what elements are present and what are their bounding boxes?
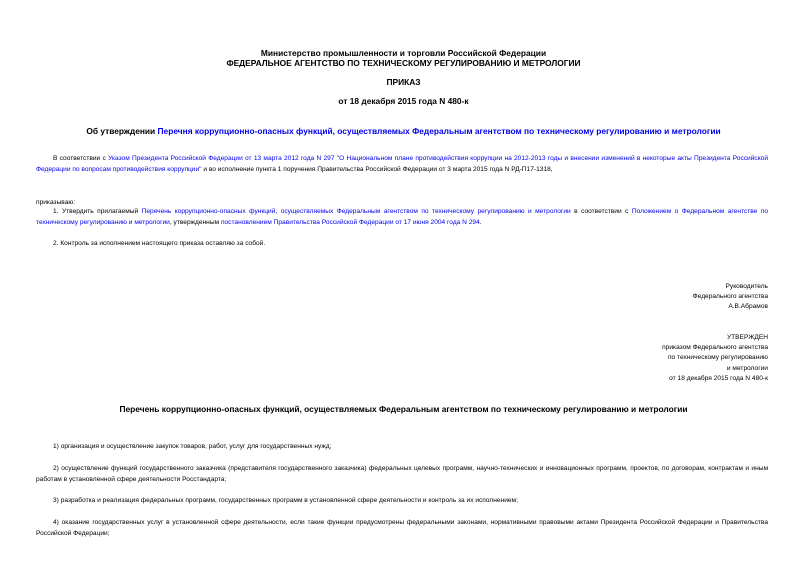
approval-line-1: УТВЕРЖДЕН [726, 334, 768, 341]
regulation-link[interactable]: Положением о Федеральном агентстве по техническому регулированию и метрологии [36, 208, 769, 226]
approval-line-3: по техническому регулированию [667, 354, 768, 362]
subject-link[interactable]: Перечня коррупционно-опасных функций, осуществляемых Федеральным агентством по техническому регулированию и метрологии [157, 126, 721, 136]
order-word: приказываю: [36, 199, 76, 206]
preamble-text-2: и во исполнение пункта 1 поручения Правительства Российской Федерации от 3 марта 2015 года N РД-П17-1318, [201, 165, 553, 173]
approval-block [662, 333, 768, 384]
signature-organization: Федерального агентства [692, 293, 768, 301]
signature-block [693, 282, 768, 313]
item-1-text-2: в соответствии с [570, 208, 632, 215]
list-item: 2) осуществление функций государственного заказчика (представителя государственного заказчика) федеральных целевых программ, научно-технических и инновационных программ, проектов, по договорам, контрактам и иным работам в установленной сфере деятельности Росстандарта; [36, 465, 768, 483]
document-subject [0, 126, 807, 136]
item-1-text-3: , утвержденным [169, 218, 221, 226]
preamble-paragraph [36, 154, 768, 175]
subject-prefix: Об утверждении [86, 126, 158, 136]
item-1-paragraph [36, 207, 768, 228]
document-type: ПРИКАЗ [386, 77, 421, 87]
approval-line-5: от 18 декабря 2015 года N 480-к [669, 374, 768, 382]
item-1-text-1: 1. Утвердить прилагаемый [53, 208, 142, 215]
item-2-paragraph: 2. Контроль за исполнением настоящего приказа оставляю за собой. [53, 240, 266, 247]
preamble-text-1: В соответствии с [53, 155, 109, 162]
approval-line-2: приказом Федерального агентства [662, 344, 768, 352]
decree-297-link[interactable]: Указом Президента Российской Федерации от 13 марта 2012 года N 297 "О Национальном плане противодействия коррупции на 2012-2013 годы и внесении изменений в некоторые акты Президента Российской Федерации по вопросам противодействия коррупции" [36, 155, 769, 173]
ministry-name: Министерство промышленности и торговли Российской Федерации [260, 48, 547, 58]
document-date: от 18 декабря 2015 года N 480-к [338, 96, 469, 106]
list-title: Перечень коррупционно-опасных функций, осуществляемых Федеральным агентством по техническому регулированию и метрологии [119, 404, 688, 414]
agency-name: ФЕДЕРАЛЬНОЕ АГЕНТСТВО ПО ТЕХНИЧЕСКОМУ РЕГУЛИРОВАНИЮ И МЕТРОЛОГИИ [226, 58, 581, 68]
list-item: 4) оказание государственных услуг в установленной сфере деятельности, если такие функции предусмотрены федеральными законами, нормативными правовыми актами Президента Российской Федерации и Правительства Российской Федерации; [36, 519, 768, 537]
list-item: 3) разработка и реализация федеральных программ, государственных программ в установленной сфере деятельности и контроль за их исполнением; [53, 497, 518, 504]
signature-position: Руководитель [725, 283, 768, 290]
approval-line-4: и метрологии [726, 364, 768, 372]
item-1-text-4: . [479, 218, 482, 226]
signature-name: А.В.Абрамов [728, 303, 768, 311]
list-item: 1) организация и осуществление закупок товаров, работ, услуг для государственных нужд; [53, 443, 332, 450]
resolution-294-link[interactable]: постановлением Правительства Российской Федерации от 17 июня 2004 года N 294 [220, 218, 480, 226]
list-link[interactable]: Перечень коррупционно-опасных функций, осуществляемых Федеральным агентством по техническому регулированию и метрологии [141, 208, 571, 215]
